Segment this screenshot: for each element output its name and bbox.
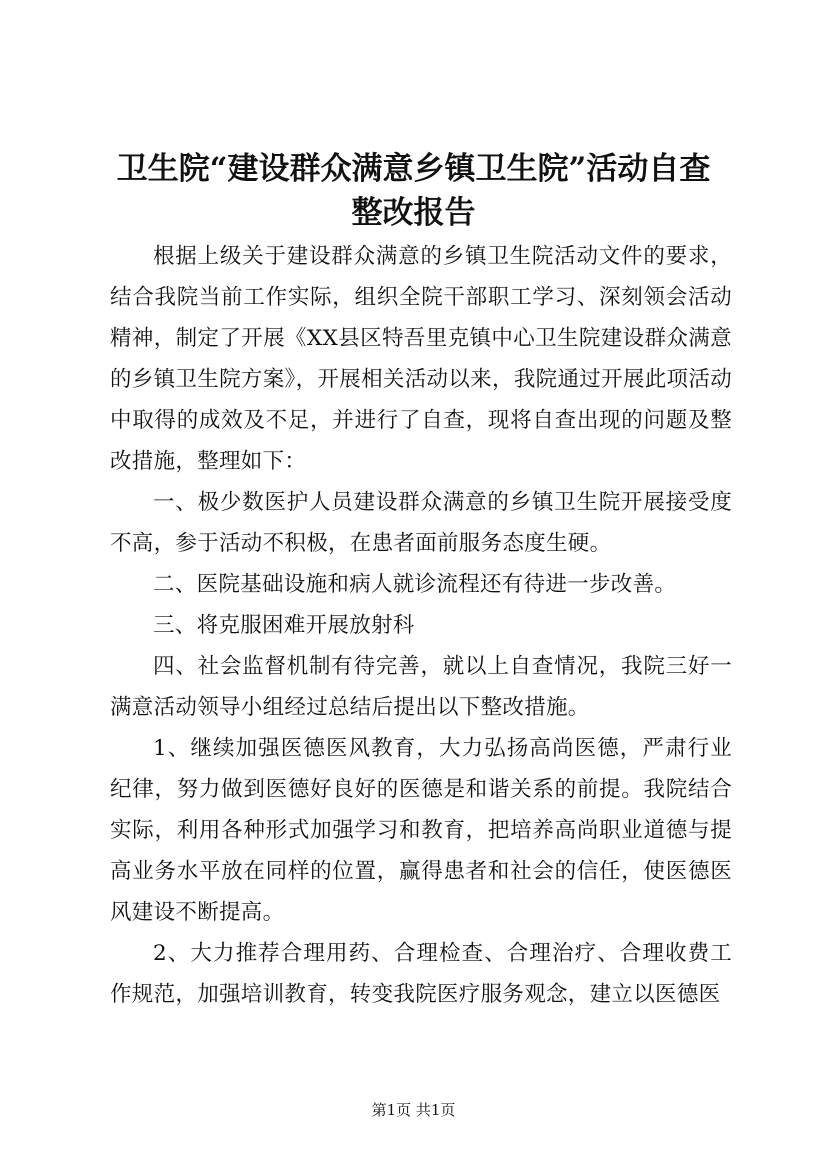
paragraph-issue-2: 二、医院基础设施和病人就诊流程还有待进一步改善。: [153, 572, 677, 597]
document-body: [110, 236, 732, 1015]
paragraph-issue-3: 三、将克服困难开展放射科: [153, 613, 415, 638]
page-footer: 第1页 共1页: [371, 1101, 456, 1119]
document-title-line-1: 卫生院“建设群众满意乡镇卫生院”活动自查: [116, 151, 711, 187]
paragraph-measure-2: 2、大力推荐合理用药、合理检查、合理治疗、合理收费工作规范，加强培训教育，转变我院医疗服务观念，建立以医德医: [110, 941, 732, 1007]
paragraph-measure-1: 1、继续加强医德医风教育，大力弘扬高尚医德，严肃行业纪律，努力做到医德好良好的医德是和谐关系的前提。我院结合实际，利用各种形式加强学习和教育，把培养高尚职业道德与提高业务水平放在同样的位置，赢得患者和社会的信任，使医德医风建设不断提高。: [110, 736, 732, 925]
paragraph-intro: 根据上级关于建设群众满意的乡镇卫生院活动文件的要求，结合我院当前工作实际，组织全院干部职工学习、深刻领会活动精神，制定了开展《XX县区特吾里克镇中心卫生院建设群众满意的乡镇卫生院方案》，开展相关活动以来，我院通过开展此项活动中取得的成效及不足，并进行了自查，现将自查出现的问题及整改措施，整理如下：: [110, 244, 732, 474]
paragraph-issue-1: 一、极少数医护人员建设群众满意的乡镇卫生院开展接受度不高，参于活动不积极，在患者面前服务态度生硬。: [110, 490, 732, 556]
document-title-line-2: 整改报告: [351, 195, 476, 231]
paragraph-issue-4: 四、社会监督机制有待完善，就以上自查情况，我院三好一满意活动领导小组经过总结后提出以下整改措施。: [110, 654, 732, 720]
